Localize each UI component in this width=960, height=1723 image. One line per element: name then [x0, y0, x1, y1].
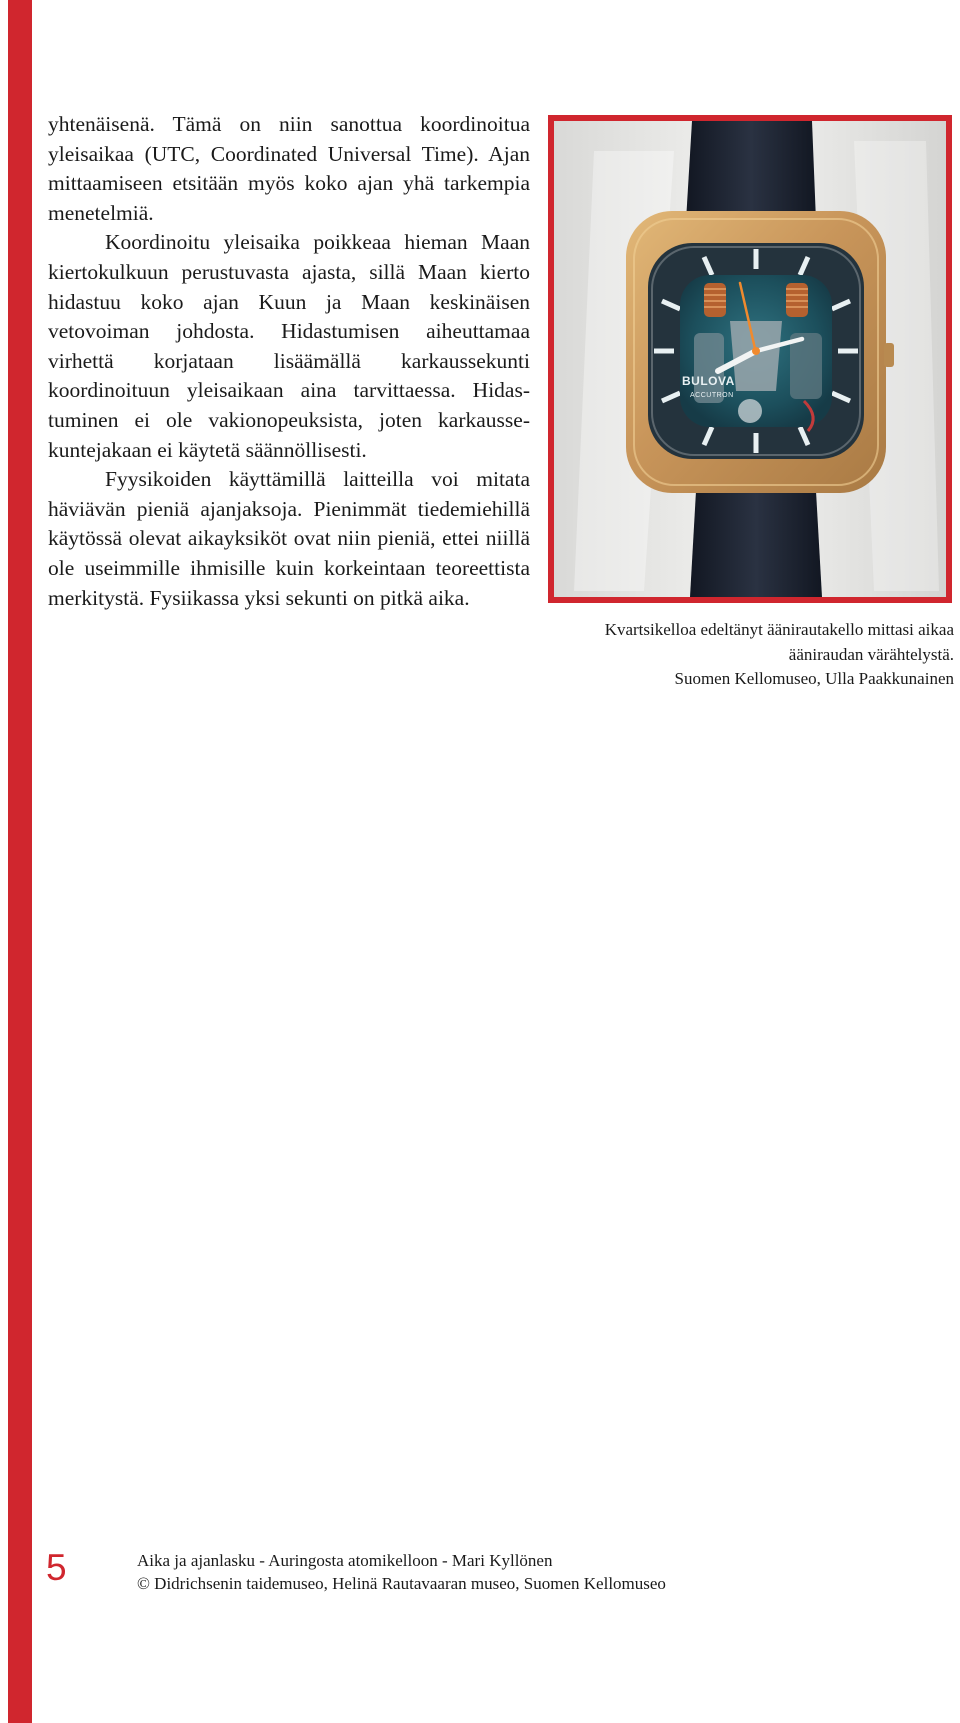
- watch-photo: [548, 115, 952, 603]
- body-text: [48, 110, 530, 613]
- caption-line: ääniraudan värähtelystä.: [788, 644, 954, 664]
- photo-caption: [548, 618, 954, 692]
- dial-model-text: ACCUTRON: [690, 392, 734, 399]
- dial-brand-text: BULOVA: [682, 374, 735, 388]
- accutron-watch-illustration: [554, 121, 946, 597]
- paragraph-2: Koordinoitu yleisaika poikkeaa hieman Maan kiertokulkuun perustuvasta ajasta, sillä Maan kierto hidastuu koko ajan Kuun ja Maan keskinäisen vetovoiman johdosta. Hidastumisen aiheuttamaa virhettä korjataan lisäämällä karkaussekunti koordinoituun yleisaikaan aina tarvittaessa. Hidastuminen ei ole vakionopeuksista, joten karkaussekuntejakaan ei käytetä säännöllisesti.: [48, 230, 530, 462]
- footer: [137, 1550, 666, 1595]
- paragraph-1: yhtenäisenä. Tämä on niin sanottua koordinoitua yleisaikaa (UTC, Coordinated Universal Time). Ajan mittaamiseen etsitään myös koko ajan yhä tarkempia menetelmiä.: [48, 112, 530, 225]
- footer-title: Aika ja ajanlasku - Auringosta atomikelloon - Mari Kyllönen: [137, 1551, 553, 1570]
- caption-line: Kvartsikelloa edeltänyt äänirautakello mittasi aikaa: [604, 620, 954, 639]
- caption-credit: Suomen Kellomuseo, Ulla Paakkunainen: [674, 669, 954, 688]
- upper-strap: [686, 121, 816, 221]
- page-number: 5: [46, 1547, 67, 1588]
- page-edge-bar: [8, 0, 32, 1723]
- footer-copyright: © Didrichsenin taidemuseo, Helinä Rautavaaran museo, Suomen Kellomuseo: [137, 1573, 666, 1593]
- lower-strap: [690, 491, 822, 597]
- paragraph-3: Fyysikoiden käyttämillä laitteilla voi mitata häviävän pieniä ajanjaksoja. Pienimmät tiedemiehillä käytössä olevat aikayksiköt ovat niin pieniä, ettei niillä ole useimmille ihmisille kuin korkeintaan teoreettista merkitystä. Fysiikassa yksi sekunti on pitkä aika.: [48, 467, 530, 610]
